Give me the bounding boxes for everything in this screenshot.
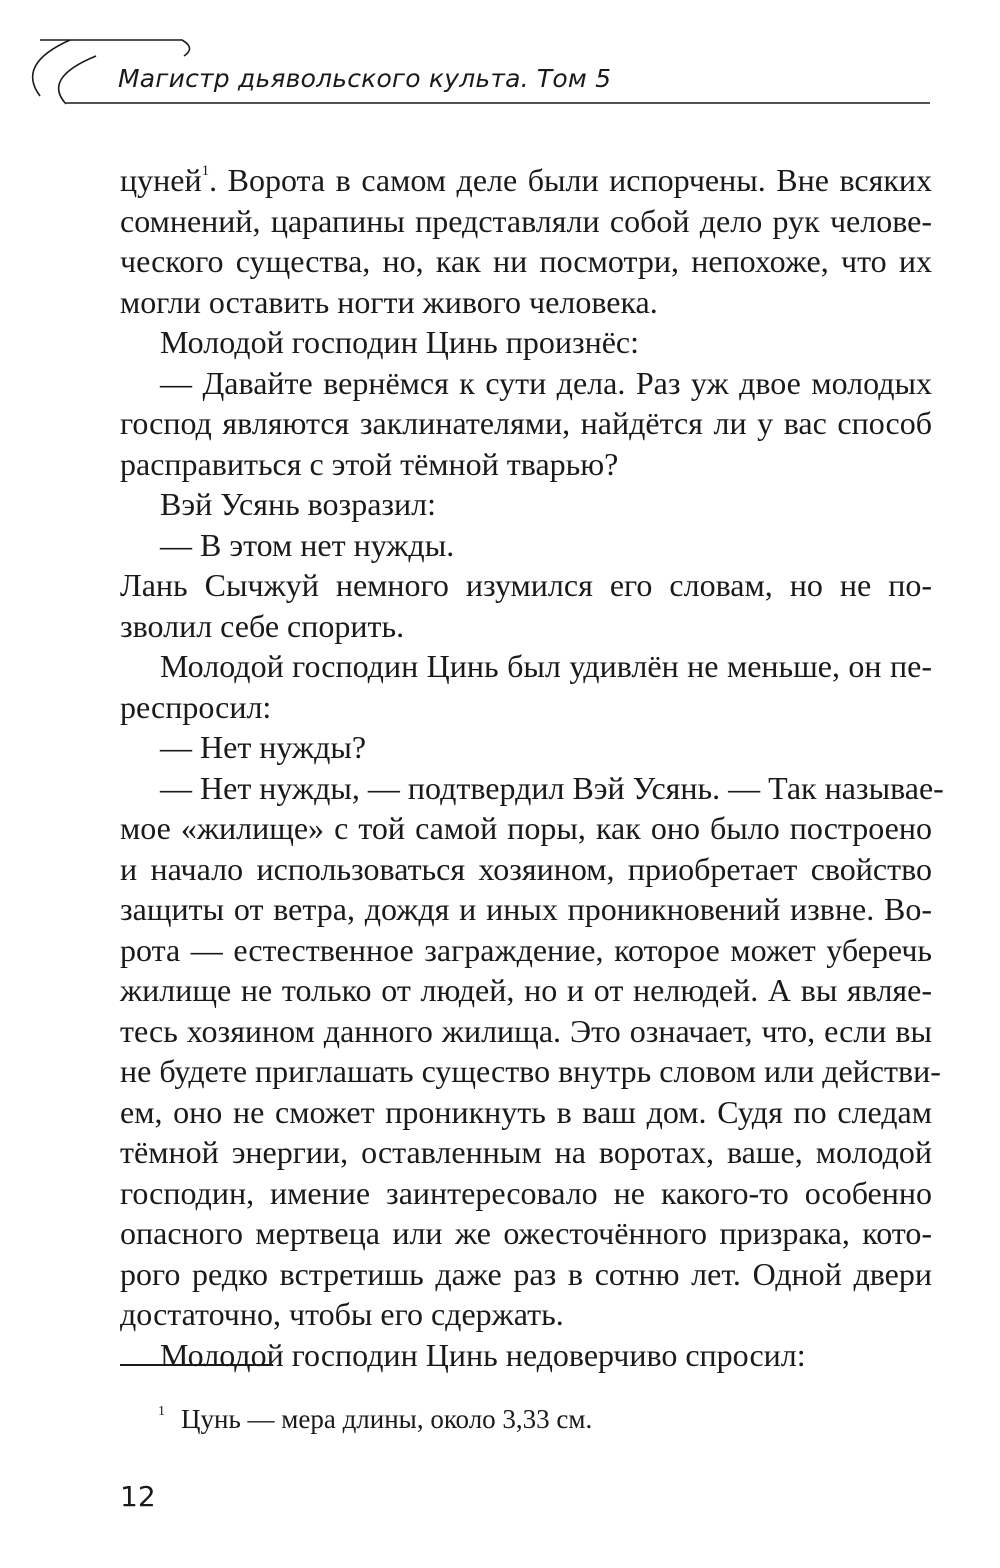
text-line: тёмной энергии, оставленным на воротах, ваше, молодой [120,1134,932,1170]
text-line: рота — естественное заграждение, которое может уберечь [120,931,932,968]
text-line: защиты от ветра, дождя и иных проникновений извне. Во- [120,891,932,927]
footnote [158,1404,592,1435]
text-line-rest: Ворота в самом деле были испорчены. Вне всяких [227,162,933,198]
text-line: Молодой господин Цинь произнёс: [160,324,640,360]
text-line: цуней$^1$. Ворота в самом деле были испорчены. Вне всяких [120,162,933,198]
text-line: зволил себе спорить. [120,607,405,644]
header-ornament [0,0,1000,120]
body-text [120,160,944,1375]
text-line: достаточно, чтобы его сдержать. [120,1296,564,1332]
text-line: — Нет нужды? [160,729,367,765]
text-line: Лань Сычжуй немного изумился его словам, но не по- [120,567,932,603]
footnote-divider [120,1364,273,1366]
page-header [0,0,1000,120]
text-line: — В этом нет нужды. [160,526,455,563]
running-title: Магистр дьявольского культа. Том 5 [118,64,612,93]
text-line: респросил: [120,688,272,725]
footnote-anchor-word: цуней [120,162,202,198]
text-line: господ являются заклинателями, найдётся ли у вас способ [120,405,932,441]
page-number: 12 [120,1480,156,1513]
text-line: могли оставить ногти живого человека. [120,283,658,320]
text-line: ческого существа, но, как ни посмотри, непохоже, что их [120,243,932,279]
text-line: Молодой господин Цинь был удивлён не меньше, он пе- [160,648,932,684]
footnote-text: Цунь — мера длины, около 3,33 см. [181,1404,593,1434]
text-line: рого редко встретишь даже раз в сотню лет. Одной двери [120,1255,932,1292]
text-line: сомнений, царапины представляли собой дело рук челове- [120,202,932,239]
text-line: ем, оно не сможет проникнуть в ваш дом. Судя по следам [120,1093,932,1130]
text-line: тесь хозяином данного жилища. Это означает, что, если вы [120,1012,932,1049]
text-line: опасного мертвеца или же ожесточённого призрака, кото- [120,1215,932,1251]
footnote-ref: 1 [201,163,210,179]
text-line: расправиться с этой тёмной тварью? [120,445,619,482]
footnote-number: 1 [158,1404,165,1419]
text-line: жилище не только от людей, но и от нелюдей. А вы являе- [120,972,932,1008]
text-line: Молодой господин Цинь недоверчиво спросил: [160,1336,806,1373]
text-line: мое «жилище» с той самой поры, как оно было построено [120,810,932,846]
text-line: — Давайте вернёмся к сути дела. Раз уж двое молодых [160,364,932,401]
text-line: господин, имение заинтересовало не какого-то особенно [120,1174,932,1211]
text-line: и начало использоваться хозяином, приобретает свойство [120,850,932,887]
text-line: Вэй Усянь возразил: [160,486,437,522]
text-line: — Нет нужды, — подтвердил Вэй Усянь. — Так называе- [160,769,944,806]
text-line: не будете приглашать существо внутрь словом или действи- [120,1053,941,1089]
